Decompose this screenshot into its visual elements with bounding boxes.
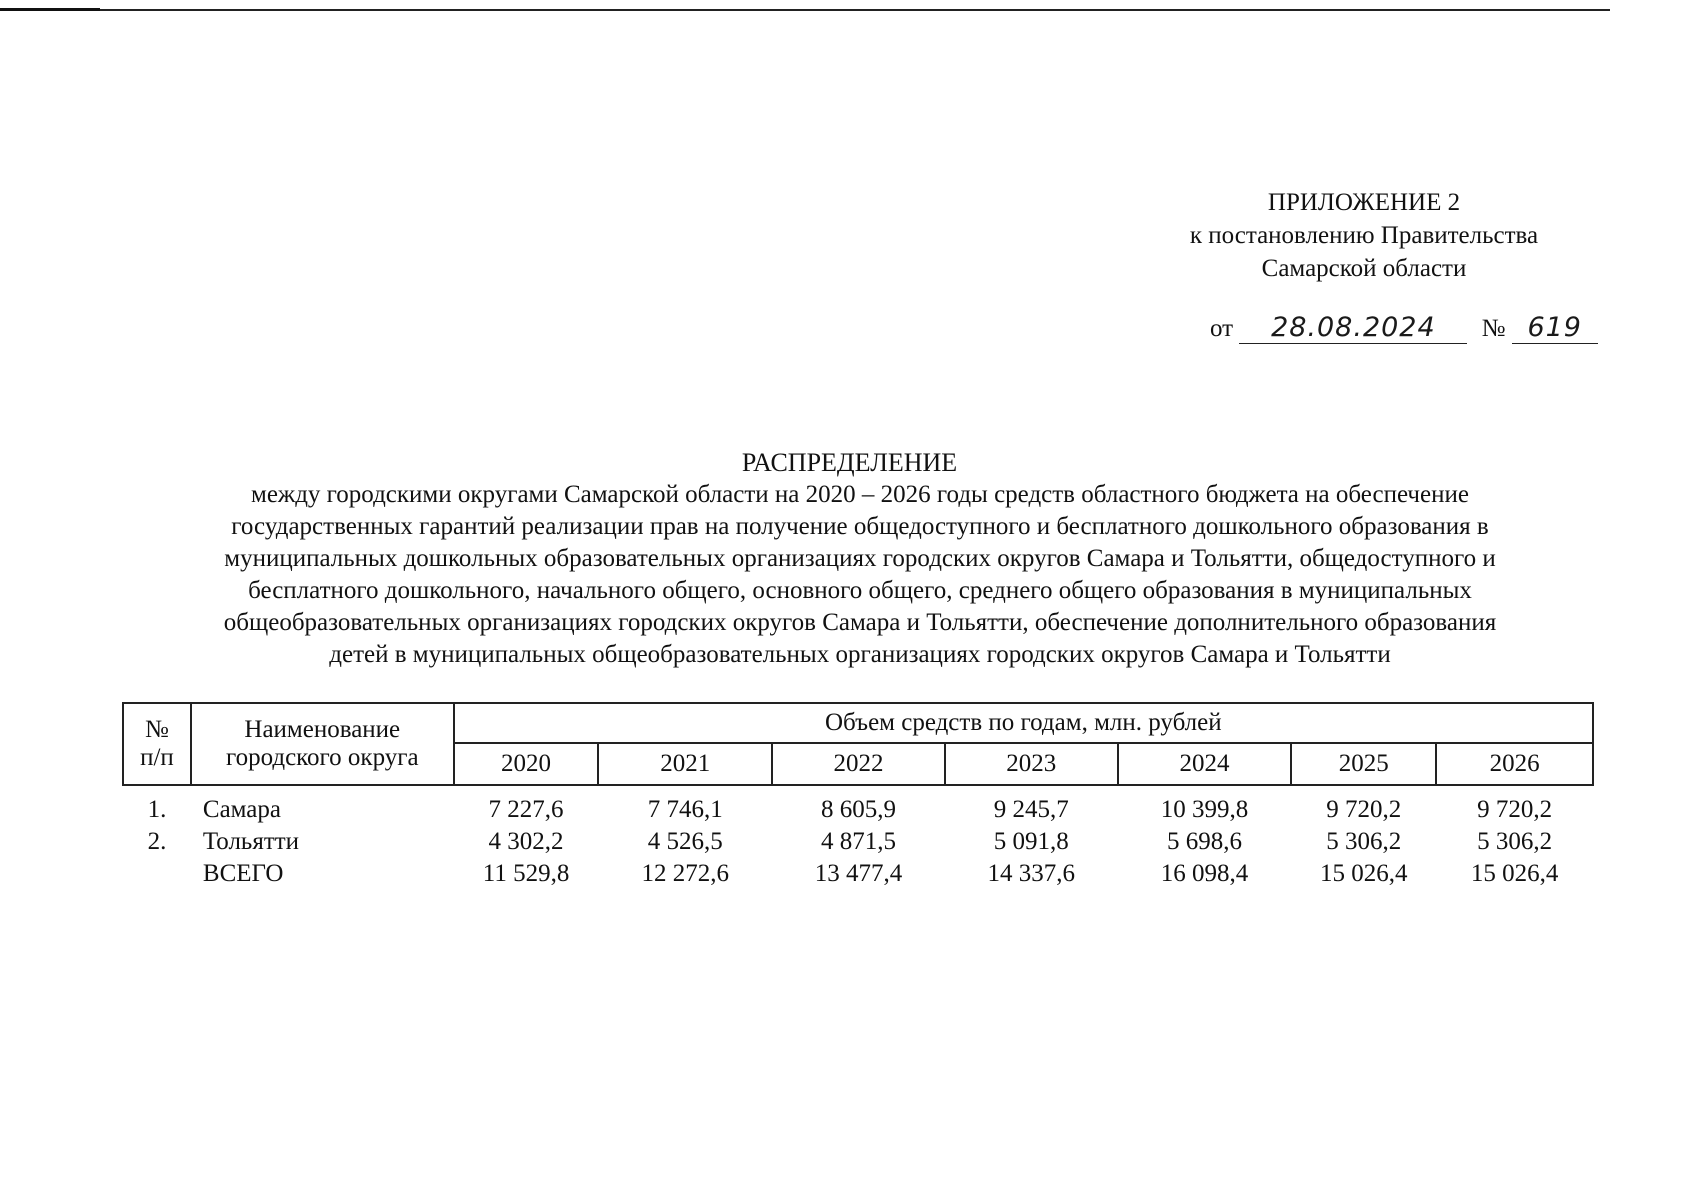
- header-year: 2021: [598, 743, 772, 785]
- subtitle-line: бесплатного дошкольного, начального общего, основного общего, среднего общего образования в муниципальных: [248, 577, 1472, 604]
- header-year: 2025: [1291, 743, 1436, 785]
- header-num-line-1: №: [145, 716, 169, 743]
- subtitle-line: детей в муниципальных общеобразовательных организациях городских округов Самара и Тольятти: [329, 641, 1391, 668]
- subtitle-line: муниципальных дошкольных образовательных организациях городских округов Самара и Тольятти, общедоступного и: [224, 545, 1496, 572]
- handwritten-date: 28.08.2024: [1239, 312, 1467, 344]
- header-name-line-2: городского округа: [225, 744, 419, 771]
- header-year: 2023: [945, 743, 1118, 785]
- value-cell: 8 605,9: [821, 796, 897, 823]
- scan-border-line-thick: [0, 8, 100, 11]
- value-cell: 4 526,5: [647, 828, 723, 855]
- value-cell: 13 477,4: [814, 860, 903, 887]
- value-cell: 7 746,1: [647, 796, 723, 823]
- value-cell: 5 306,2: [1477, 828, 1553, 855]
- value-cell: 9 245,7: [993, 796, 1069, 823]
- district-name: Самара: [202, 796, 282, 823]
- scan-border-line: [0, 9, 1610, 11]
- value-cell: 11 529,8: [482, 860, 570, 887]
- value-cell: 15 026,4: [1320, 860, 1408, 887]
- value-cell: 10 399,8: [1160, 796, 1249, 823]
- appendix-header: [1124, 186, 1604, 285]
- resolution-date-number: [1210, 312, 1598, 344]
- date-prefix: от: [1210, 315, 1234, 342]
- value-cell: 9 720,2: [1477, 796, 1553, 823]
- table-row-total: [123, 858, 1593, 890]
- subtitle-line: общеобразовательных организациях городских округов Самара и Тольятти, обеспечение дополнительного образования: [223, 609, 1497, 636]
- value-cell: 4 871,5: [821, 828, 897, 855]
- value-cell: 16 098,4: [1160, 860, 1249, 887]
- row-number: 1.: [147, 796, 167, 823]
- row-number: 2.: [147, 828, 167, 855]
- table-row: [123, 826, 1593, 858]
- header-volume-by-year: Объем средств по годам, млн. рублей: [454, 703, 1593, 743]
- district-name: Тольятти: [202, 828, 300, 855]
- header-name-line-1: Наименование: [244, 716, 401, 743]
- header-year: 2022: [772, 743, 945, 785]
- document-subtitle: [120, 479, 1600, 671]
- header-row-number: [123, 703, 191, 785]
- value-cell: 4 302,2: [488, 828, 564, 855]
- document-title: РАСПРЕДЕЛЕНИЕ: [741, 448, 958, 477]
- value-cell: 12 272,6: [641, 860, 730, 887]
- value-cell: 5 698,6: [1167, 828, 1242, 855]
- value-cell: 9 720,2: [1326, 796, 1402, 823]
- subtitle-line: государственных гарантий реализации прав на получение общедоступного и бесплатного дошкольного образования в: [231, 513, 1489, 540]
- appendix-line-1: ПРИЛОЖЕНИЕ 2: [1267, 189, 1461, 216]
- appendix-line-2: к постановлению Правительства: [1189, 222, 1539, 249]
- number-sign: №: [1481, 315, 1506, 342]
- table-row: [123, 785, 1593, 826]
- handwritten-number: 619: [1512, 312, 1598, 344]
- total-label: ВСЕГО: [202, 860, 284, 887]
- header-district-name: [191, 703, 454, 785]
- value-cell: 15 026,4: [1470, 860, 1559, 887]
- value-cell: 5 091,8: [993, 828, 1069, 855]
- header-year: 2024: [1118, 743, 1292, 785]
- value-cell: 14 337,6: [987, 860, 1076, 887]
- subtitle-line: между городскими округами Самарской области на 2020 – 2026 годы средств областного бюджета на обеспечение: [251, 481, 1469, 508]
- header-year: 2020: [454, 743, 599, 785]
- appendix-line-3: Самарской области: [1261, 255, 1467, 282]
- header-year: 2026: [1436, 743, 1593, 785]
- header-num-line-2: п/п: [140, 744, 174, 771]
- row-number: [123, 858, 191, 890]
- value-cell: 7 227,6: [488, 796, 564, 823]
- value-cell: 5 306,2: [1326, 828, 1402, 855]
- distribution-table: [122, 702, 1594, 890]
